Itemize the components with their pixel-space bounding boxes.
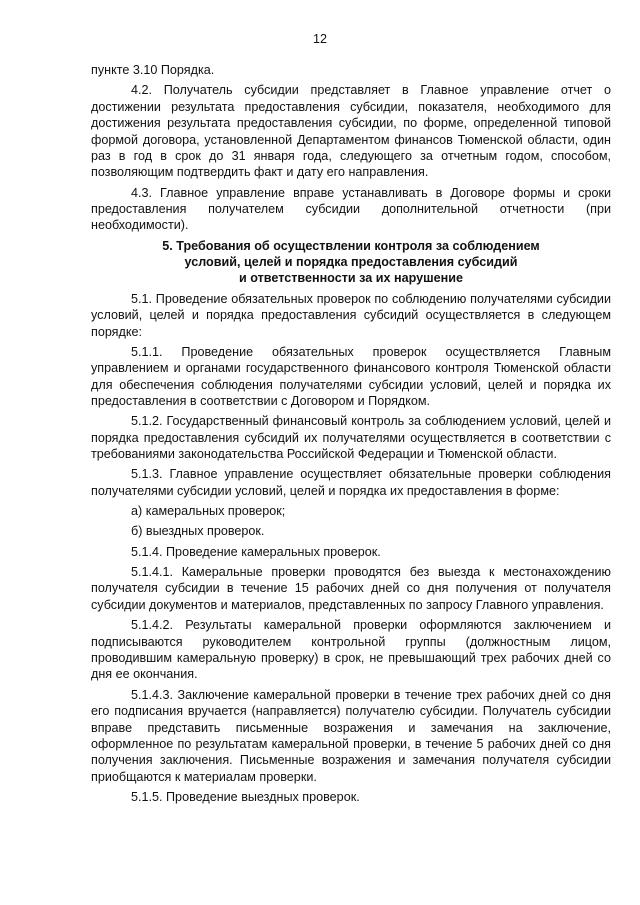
list-item-a: а) камеральных проверок; <box>131 504 286 519</box>
page-number: 12 <box>312 32 327 46</box>
paragraph-5-1-4-2: 5.1.4.2. Результаты камеральной проверки оформляются заключением и подписываются руководителем контрольной группы (должностным лицом, проводившим камеральную проверку) в срок, не превышающий трех рабочих дней со дня ее окончания. <box>91 618 611 682</box>
section-heading-line-2: условий, целей и порядка предоставления субсидий <box>184 254 518 269</box>
paragraph-5-1: 5.1. Проведение обязательных проверок по соблюдению получателями субсидии условий, целей и порядка предоставления субсидий осуществляется в следующем порядке: <box>91 291 611 339</box>
paragraph-5-1-1: 5.1.1. Проведение обязательных проверок осуществляется Главным управлением и органами государственного финансового контроля Тюменской области для обеспечения соблюдения получателями субсидии условий, целей и порядка их предоставления в соответствии с Договором и Порядком. <box>91 344 611 409</box>
paragraph-continuation: пункте 3.10 Порядка. <box>91 63 215 77</box>
section-heading-line-1: 5. Требования об осуществлении контроля за соблюдением <box>162 238 540 253</box>
paragraph-5-1-4-1: 5.1.4.1. Камеральные проверки проводятся без выезда к местонахождению получателя субсидии в течение 15 рабочих дней со дня получения от получателя субсидии документов и материалов, представленных по запросу Главного управления. <box>91 565 611 612</box>
paragraph-5-1-5: 5.1.5. Проведение выездных проверок. <box>131 790 360 805</box>
paragraph-5-1-2: 5.1.2. Государственный финансовый контроль за соблюдением условий, целей и порядка предоставления субсидий их получателями осуществляется в соответствии с требованиями законодательства Российской Федерации и Тюменской области. <box>91 414 611 462</box>
paragraph-5-1-4-3: 5.1.4.3. Заключение камеральной проверки в течение трех рабочих дней со дня его подписания вручается (направляется) получателю субсидии. Получатель субсидии вправе представить письменные возражения и замечания на заключение, оформленное по результатам камеральной проверки, в течение 5 рабочих дней со дня получения заключения. Письменные возражения и замечания получателя субсидии приобщаются к материалам проверки. <box>91 687 611 784</box>
section-heading <box>91 238 611 286</box>
paragraph-4-2: 4.2. Получатель субсидии представляет в Главное управление отчет о достижении результата предоставления субсидии, показателя, необходимого для достижения результата предоставления субсидии, по форме, определенной типовой формой договора, установленной Департаментом финансов Тюменской области, один раз в год в срок до 31 января года, следующего за отчетным годом, способом, позволяющим подтвердить факт и дату его направления. <box>91 83 611 180</box>
list-item-b: б) выездных проверок. <box>131 524 265 539</box>
document-body <box>91 62 611 809</box>
section-heading-line-3: и ответственности за их нарушение <box>239 270 463 285</box>
paragraph-5-1-3: 5.1.3. Главное управление осуществляет обязательные проверки соблюдения получателями субсидии условий, целей и порядка их предоставления в форме: <box>91 467 611 498</box>
paragraph-4-3: 4.3. Главное управление вправе устанавливать в Договоре формы и сроки предоставления получателем субсидии дополнительной отчетности (при необходимости). <box>91 185 611 233</box>
paragraph-5-1-4: 5.1.4. Проведение камеральных проверок. <box>131 544 381 559</box>
